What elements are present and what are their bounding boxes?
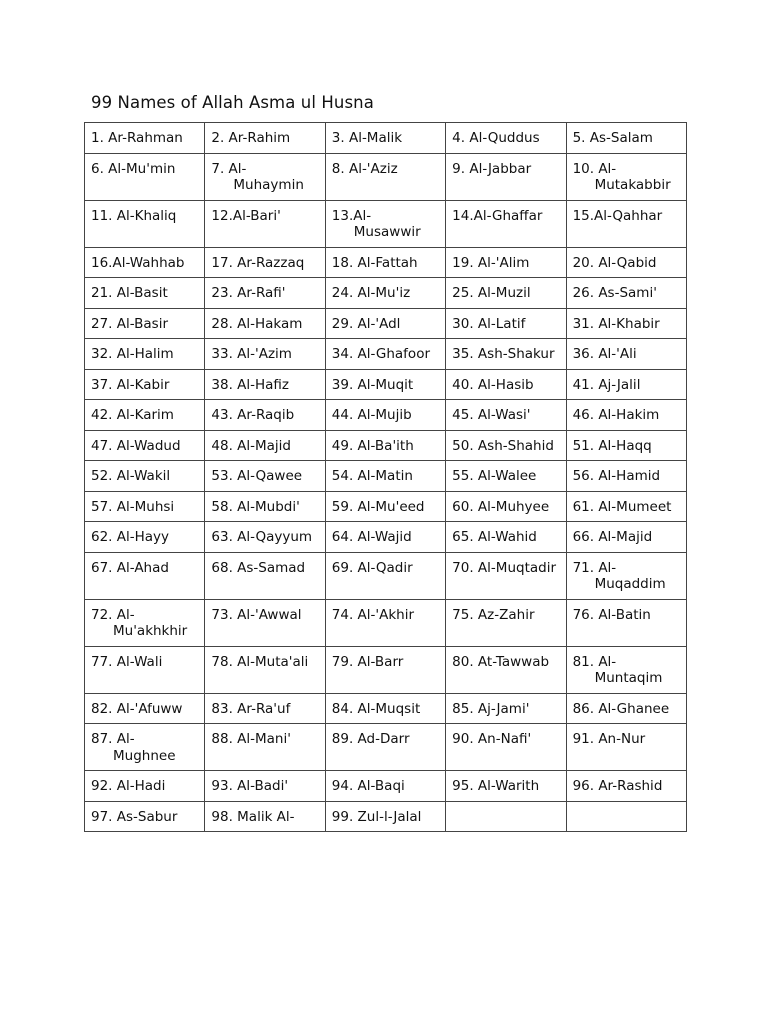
name-entry: 73. Al-'Awwal <box>211 606 302 623</box>
name-entry: 94. Al-Baqi <box>331 778 405 794</box>
name-entry: 55. Al-Walee <box>452 468 537 484</box>
table-cell <box>325 369 445 400</box>
table-cell <box>205 771 325 802</box>
table-cell <box>205 491 325 522</box>
table-row <box>85 247 687 278</box>
name-entry: 29. Al-'Adl <box>331 315 401 332</box>
table-row <box>85 693 687 724</box>
name-entry: 88. Al-Mani' <box>211 731 291 747</box>
table-cell <box>446 801 566 832</box>
table-cell <box>325 430 445 461</box>
name-entry: 5. As-Salam <box>572 130 653 146</box>
name-entry: 3. Al-Malik <box>331 130 403 146</box>
table-row <box>85 552 687 599</box>
name-entry: 24. Al-Mu'iz <box>331 285 411 301</box>
table-cell <box>325 461 445 492</box>
name-entry: 91. An-Nur <box>572 731 646 747</box>
name-entry: 41. Aj-Jalil <box>572 376 641 393</box>
name-entry: 79. Al-Barr <box>331 653 404 670</box>
name-entry: 47. Al-Wadud <box>91 437 181 454</box>
name-entry: 81. Al- Muntaqim <box>572 653 663 686</box>
table-cell <box>205 123 325 154</box>
name-entry: 11. Al-Khaliq <box>91 207 177 224</box>
name-entry: 15.Al-Qahhar <box>572 207 663 224</box>
name-entry: 89. Ad-Darr <box>331 731 410 747</box>
table-row <box>85 339 687 370</box>
name-entry: 70. Al-Muqtadir <box>452 559 556 576</box>
name-entry: 4. Al-Quddus <box>452 130 540 146</box>
table-cell <box>85 771 205 802</box>
name-entry: 27. Al-Basir <box>91 315 169 332</box>
table-cell <box>566 693 686 724</box>
table-cell <box>566 724 686 771</box>
name-entry: 1. Ar-Rahman <box>91 130 183 146</box>
table-cell <box>325 693 445 724</box>
name-entry: 60. Al-Muhyee <box>452 498 550 515</box>
table-cell <box>205 801 325 832</box>
name-entry: 61. Al-Mumeet <box>572 498 672 515</box>
table-cell <box>566 599 686 646</box>
table-cell <box>205 599 325 646</box>
name-entry: 42. Al-Karim <box>91 407 174 423</box>
table-row <box>85 461 687 492</box>
table-row <box>85 491 687 522</box>
table-cell <box>205 522 325 553</box>
table-cell <box>85 599 205 646</box>
name-entry: 25. Al-Muzil <box>452 285 531 301</box>
table-cell <box>566 430 686 461</box>
name-entry: 46. Al-Hakim <box>572 407 660 423</box>
name-entry: 57. Al-Muhsi <box>91 498 175 515</box>
name-entry: 71. Al- Muqaddim <box>572 559 666 592</box>
table-cell <box>566 369 686 400</box>
table-cell <box>85 247 205 278</box>
table-cell <box>566 400 686 431</box>
name-entry: 6. Al-Mu'min <box>91 160 176 177</box>
name-entry: 21. Al-Basit <box>91 285 168 301</box>
name-entry: 82. Al-'Afuww <box>91 700 183 717</box>
name-entry: 77. Al-Wali <box>91 653 163 670</box>
name-entry: 74. Al-'Akhir <box>331 606 415 623</box>
name-entry: 63. Al-Qayyum <box>211 529 313 545</box>
table-cell <box>446 400 566 431</box>
name-entry: 65. Al-Wahid <box>452 529 537 545</box>
name-entry: 18. Al-Fattah <box>331 254 418 271</box>
table-cell <box>446 491 566 522</box>
table-cell <box>205 693 325 724</box>
name-entry: 98. Malik Al- <box>211 808 295 825</box>
name-entry: 66. Al-Majid <box>572 529 653 545</box>
table-cell <box>566 308 686 339</box>
table-row <box>85 430 687 461</box>
table-cell <box>446 153 566 200</box>
table-cell <box>85 400 205 431</box>
table-row <box>85 599 687 646</box>
name-entry: 31. Al-Khabir <box>572 315 660 332</box>
name-entry: 14.Al-Ghaffar <box>452 207 543 224</box>
name-entry: 92. Al-Hadi <box>91 778 166 794</box>
name-entry: 75. Az-Zahir <box>452 606 535 623</box>
table-cell <box>446 123 566 154</box>
table-cell <box>566 461 686 492</box>
table-cell <box>446 339 566 370</box>
name-entry: 58. Al-Mubdi' <box>211 498 300 515</box>
name-entry: 16.Al-Wahhab <box>91 254 185 271</box>
table-cell <box>566 278 686 309</box>
table-cell <box>446 646 566 693</box>
table-cell <box>566 200 686 247</box>
name-entry: 51. Al-Haqq <box>572 437 652 454</box>
name-entry: 23. Ar-Rafi' <box>211 285 286 301</box>
name-entry: 87. Al- Mughnee <box>91 731 176 764</box>
name-entry: 90. An-Nafi' <box>452 731 532 747</box>
name-entry: 13.Al- Musawwir <box>331 207 421 240</box>
name-entry: 45. Al-Wasi' <box>452 407 531 423</box>
name-entry: 93. Al-Badi' <box>211 778 289 794</box>
table-row <box>85 308 687 339</box>
name-entry: 83. Ar-Ra'uf <box>211 700 291 717</box>
table-row <box>85 801 687 832</box>
name-entry: 49. Al-Ba'ith <box>331 437 414 454</box>
name-entry: 17. Ar-Razzaq <box>211 254 305 271</box>
table-cell <box>446 200 566 247</box>
table-cell <box>566 771 686 802</box>
name-entry: 35. Ash-Shakur <box>452 346 555 362</box>
name-entry: 39. Al-Muqit <box>331 376 414 393</box>
name-entry: 56. Al-Hamid <box>572 468 661 484</box>
table-row <box>85 123 687 154</box>
name-entry: 9. Al-Jabbar <box>452 160 532 177</box>
table-cell <box>446 599 566 646</box>
table-cell <box>205 552 325 599</box>
table-row <box>85 400 687 431</box>
name-entry: 8. Al-'Aziz <box>331 160 398 177</box>
table-cell <box>566 801 686 832</box>
table-row <box>85 369 687 400</box>
name-entry: 43. Ar-Raqib <box>211 407 295 423</box>
name-entry: 48. Al-Majid <box>211 437 291 454</box>
table-cell <box>566 247 686 278</box>
table-cell <box>446 693 566 724</box>
table-cell <box>446 278 566 309</box>
table-row <box>85 724 687 771</box>
table-cell <box>85 200 205 247</box>
table-cell <box>566 552 686 599</box>
table-cell <box>205 400 325 431</box>
name-entry: 86. Al-Ghanee <box>572 700 670 717</box>
table-cell <box>446 430 566 461</box>
table-cell <box>566 491 686 522</box>
table-cell <box>205 461 325 492</box>
table-cell <box>566 646 686 693</box>
name-entry: 38. Al-Hafiz <box>211 376 290 393</box>
name-entry: 76. Al-Batin <box>572 606 651 623</box>
table-cell <box>205 278 325 309</box>
table-cell <box>205 646 325 693</box>
table-cell <box>85 491 205 522</box>
table-cell <box>325 552 445 599</box>
table-cell <box>446 461 566 492</box>
table-cell <box>325 491 445 522</box>
name-entry: 20. Al-Qabid <box>572 254 657 271</box>
name-entry: 95. Al-Warith <box>452 778 540 794</box>
table-cell <box>325 123 445 154</box>
name-entry: 72. Al- Mu'akhkhir <box>91 606 188 639</box>
name-entry: 80. At-Tawwab <box>452 653 550 670</box>
table-cell <box>205 430 325 461</box>
name-entry: 62. Al-Hayy <box>91 529 170 545</box>
table-cell <box>85 552 205 599</box>
table-cell <box>205 247 325 278</box>
name-entry: 19. Al-'Alim <box>452 254 530 271</box>
table-cell <box>85 801 205 832</box>
name-entry: 10. Al- Mutakabbir <box>572 160 671 193</box>
name-entry: 52. Al-Wakil <box>91 468 171 484</box>
table-cell <box>205 153 325 200</box>
table-cell <box>446 522 566 553</box>
table-cell <box>205 200 325 247</box>
name-entry: 59. Al-Mu'eed <box>331 498 425 515</box>
name-entry: 44. Al-Mujib <box>331 407 412 423</box>
name-entry: 64. Al-Wajid <box>331 529 412 545</box>
table-cell <box>446 771 566 802</box>
name-entry: 28. Al-Hakam <box>211 315 303 332</box>
names-table <box>84 122 687 832</box>
name-entry: 53. Al-Qawee <box>211 468 303 484</box>
table-cell <box>325 200 445 247</box>
table-cell <box>325 646 445 693</box>
names-table-body <box>85 123 687 832</box>
table-cell <box>446 308 566 339</box>
table-row <box>85 153 687 200</box>
table-cell <box>85 461 205 492</box>
table-cell <box>325 724 445 771</box>
table-cell <box>85 308 205 339</box>
table-cell <box>446 552 566 599</box>
name-entry: 30. Al-Latif <box>452 315 526 332</box>
name-entry: 12.Al-Bari' <box>211 207 281 224</box>
table-cell <box>85 278 205 309</box>
name-entry: 69. Al-Qadir <box>331 559 413 576</box>
table-cell <box>566 123 686 154</box>
table-row <box>85 771 687 802</box>
table-cell <box>325 522 445 553</box>
table-cell <box>325 247 445 278</box>
name-entry: 85. Aj-Jami' <box>452 700 530 717</box>
name-entry: 68. As-Samad <box>211 559 306 576</box>
table-cell <box>446 724 566 771</box>
table-cell <box>325 339 445 370</box>
table-row <box>85 522 687 553</box>
name-entry: 40. Al-Hasib <box>452 376 534 393</box>
table-cell <box>85 123 205 154</box>
table-cell <box>205 724 325 771</box>
name-entry: 96. Ar-Rashid <box>572 778 663 794</box>
table-cell <box>85 369 205 400</box>
name-entry: 32. Al-Halim <box>91 346 174 362</box>
name-entry: 78. Al-Muta'ali <box>211 653 309 670</box>
name-entry: 54. Al-Matin <box>331 468 413 484</box>
page-title: 99 Names of Allah Asma ul Husna <box>91 93 374 112</box>
table-cell <box>325 278 445 309</box>
table-cell <box>446 369 566 400</box>
name-entry: 97. As-Sabur <box>91 808 178 825</box>
table-cell <box>205 308 325 339</box>
table-cell <box>205 369 325 400</box>
table-cell <box>446 247 566 278</box>
name-entry: 7. Al- Muhaymin <box>211 160 304 193</box>
name-entry: 67. Al-Ahad <box>91 559 169 576</box>
name-entry: 36. Al-'Ali <box>572 346 637 362</box>
table-cell <box>325 771 445 802</box>
table-cell <box>85 693 205 724</box>
table-cell <box>566 153 686 200</box>
name-entry: 84. Al-Muqsit <box>331 700 421 717</box>
name-entry: 34. Al-Ghafoor <box>331 346 431 362</box>
table-cell <box>325 400 445 431</box>
name-entry: 50. Ash-Shahid <box>452 437 554 454</box>
name-entry: 99. Zul-l-Jalal <box>331 808 422 825</box>
table-cell <box>85 153 205 200</box>
name-entry: 2. Ar-Rahim <box>211 130 291 146</box>
table-cell <box>85 430 205 461</box>
table-row <box>85 278 687 309</box>
table-cell <box>325 599 445 646</box>
table-cell <box>85 724 205 771</box>
table-cell <box>85 522 205 553</box>
table-cell <box>566 339 686 370</box>
name-entry: 33. Al-'Azim <box>211 346 292 362</box>
table-cell <box>205 339 325 370</box>
table-cell <box>325 801 445 832</box>
name-entry: 26. As-Sami' <box>572 285 657 301</box>
table-row <box>85 646 687 693</box>
table-cell <box>85 339 205 370</box>
table-cell <box>566 522 686 553</box>
table-cell <box>85 646 205 693</box>
table-row <box>85 200 687 247</box>
table-cell <box>325 153 445 200</box>
name-entry: 37. Al-Kabir <box>91 376 170 393</box>
table-cell <box>325 308 445 339</box>
